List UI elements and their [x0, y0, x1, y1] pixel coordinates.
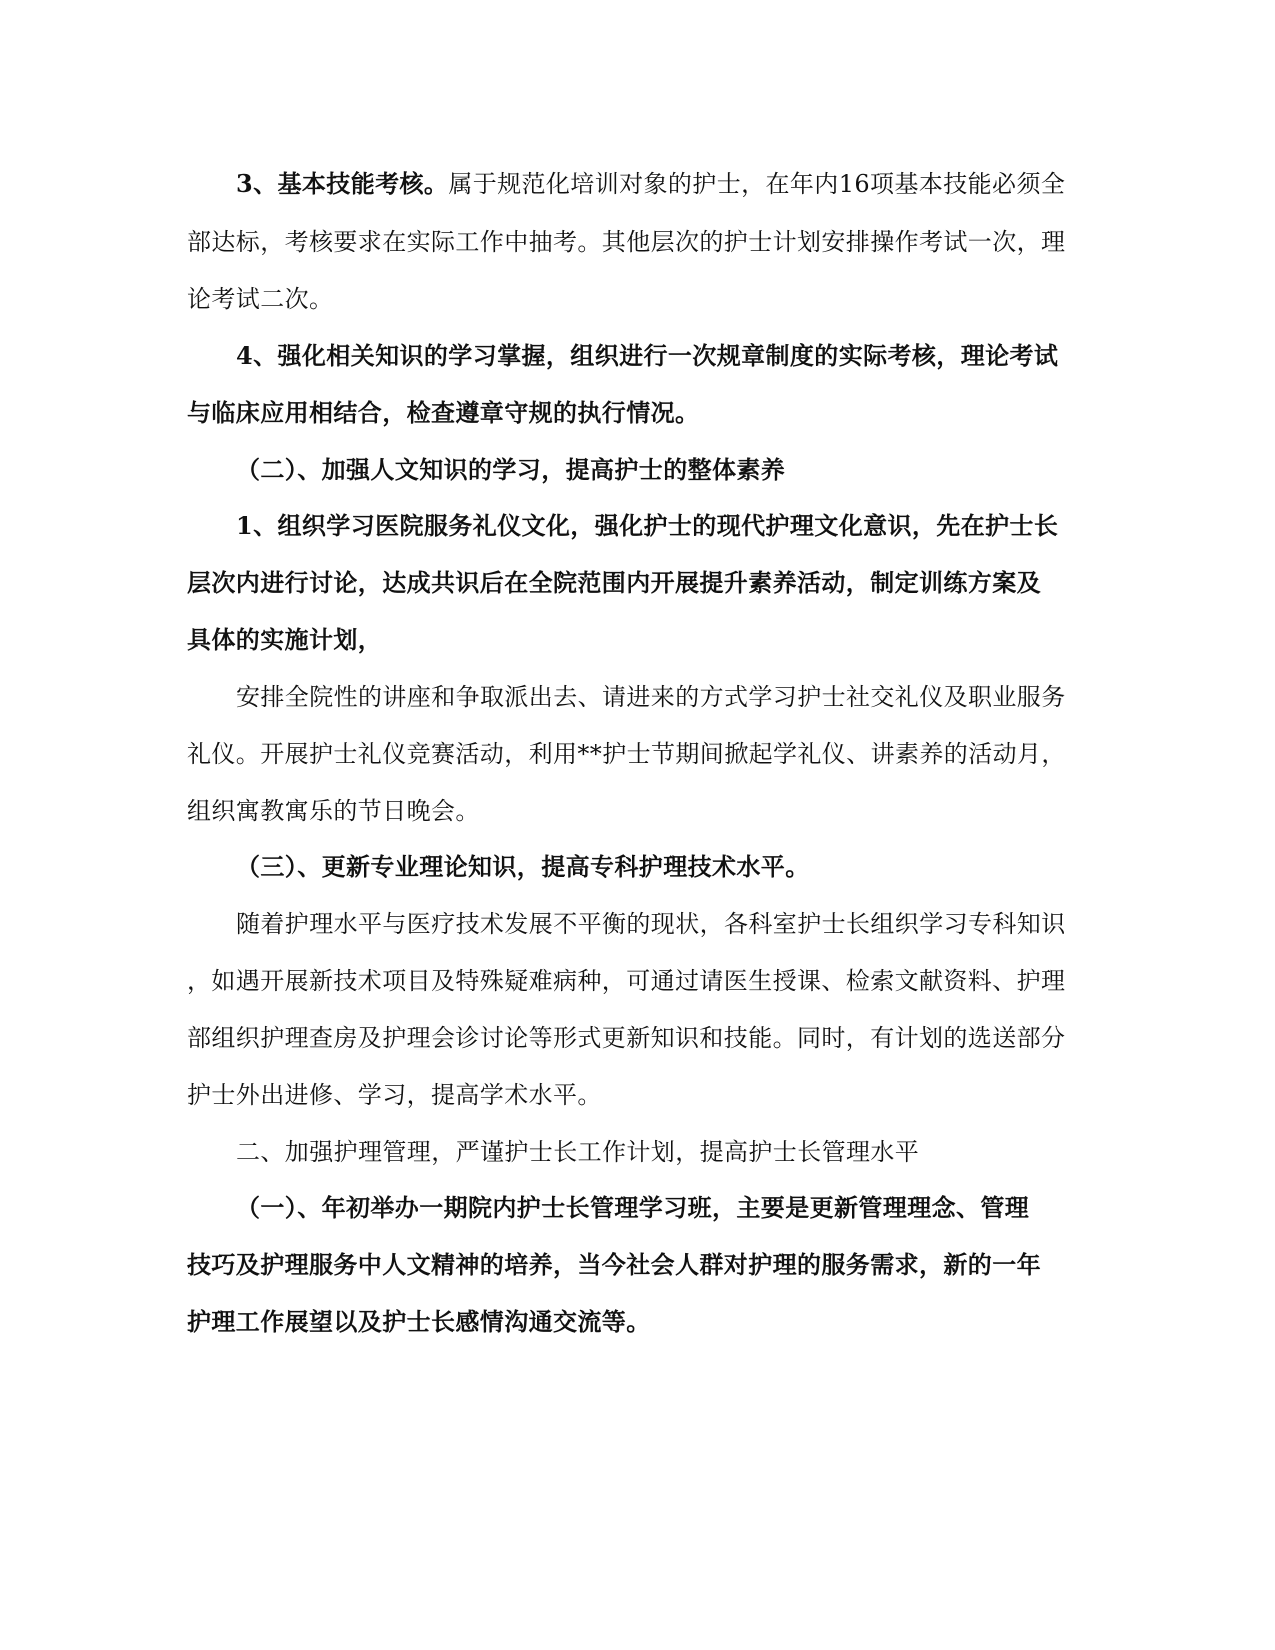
section-heading: （三）、更新专业理论知识，提高专科护理技术水平。	[236, 852, 810, 881]
section-heading: （二）、加强人文知识的学习，提高护士的整体素养	[236, 455, 786, 484]
paragraph-line: 技巧及护理服务中人文精神的培养，当今社会人群对护理的服务需求，新的一年	[187, 1250, 1041, 1279]
paragraph-line	[236, 168, 1136, 200]
paragraph-line: 1、组织学习医院服务礼仪文化，强化护士的现代护理文化意识，先在护士长	[236, 511, 1059, 540]
paragraph-line: 具体的实施计划，	[187, 625, 383, 654]
paragraph-line: ，如遇开展新技术项目及特殊疑难病种，可通过请医生授课、检索文献资料、护理	[187, 967, 1066, 995]
paragraph-line: 组织寓教寓乐的节日晚会。	[187, 797, 480, 825]
paragraph-line: 层次内进行讨论，达成共识后在全院范围内开展提升素养活动，制定训练方案及	[187, 568, 1041, 597]
paragraph-line: 安排全院性的讲座和争取派出去、请进来的方式学习护士社交礼仪及职业服务	[236, 683, 1066, 711]
paragraph-line: 护士外出进修、学习，提高学术水平。	[187, 1081, 602, 1109]
paragraph-line: （一）、年初举办一期院内护士长管理学习班，主要是更新管理理念、管理	[236, 1193, 1030, 1222]
paragraph-line: 部组织护理查房及护理会诊讨论等形式更新知识和技能。同时，有计划的选送部分	[187, 1024, 1066, 1052]
section-heading: 二、加强护理管理，严谨护士长工作计划，提高护士长管理水平	[236, 1138, 920, 1166]
paragraph-line: 护理工作展望以及护士长感情沟通交流等。	[187, 1307, 651, 1336]
paragraph-lead: 3、基本技能考核。	[236, 169, 449, 198]
paragraph-line: 论考试二次。	[187, 285, 334, 313]
paragraph-line: 礼仪。开展护士礼仪竞赛活动，利用**护士节期间掀起学礼仪、讲素养的活动月，	[187, 740, 1066, 768]
paragraph-text: 属于规范化培训对象的护士，在年内16项基本技能必须全	[448, 170, 1066, 198]
paragraph-line: 随着护理水平与医疗技术发展不平衡的现状，各科室护士长组织学习专科知识	[236, 910, 1066, 938]
paragraph-line: 部达标，考核要求在实际工作中抽考。其他层次的护士计划安排操作考试一次，理	[187, 228, 1066, 256]
paragraph-line: 4、强化相关知识的学习掌握，组织进行一次规章制度的实际考核，理论考试	[236, 341, 1059, 370]
paragraph-line: 与临床应用相结合，检查遵章守规的执行情况。	[187, 398, 700, 427]
